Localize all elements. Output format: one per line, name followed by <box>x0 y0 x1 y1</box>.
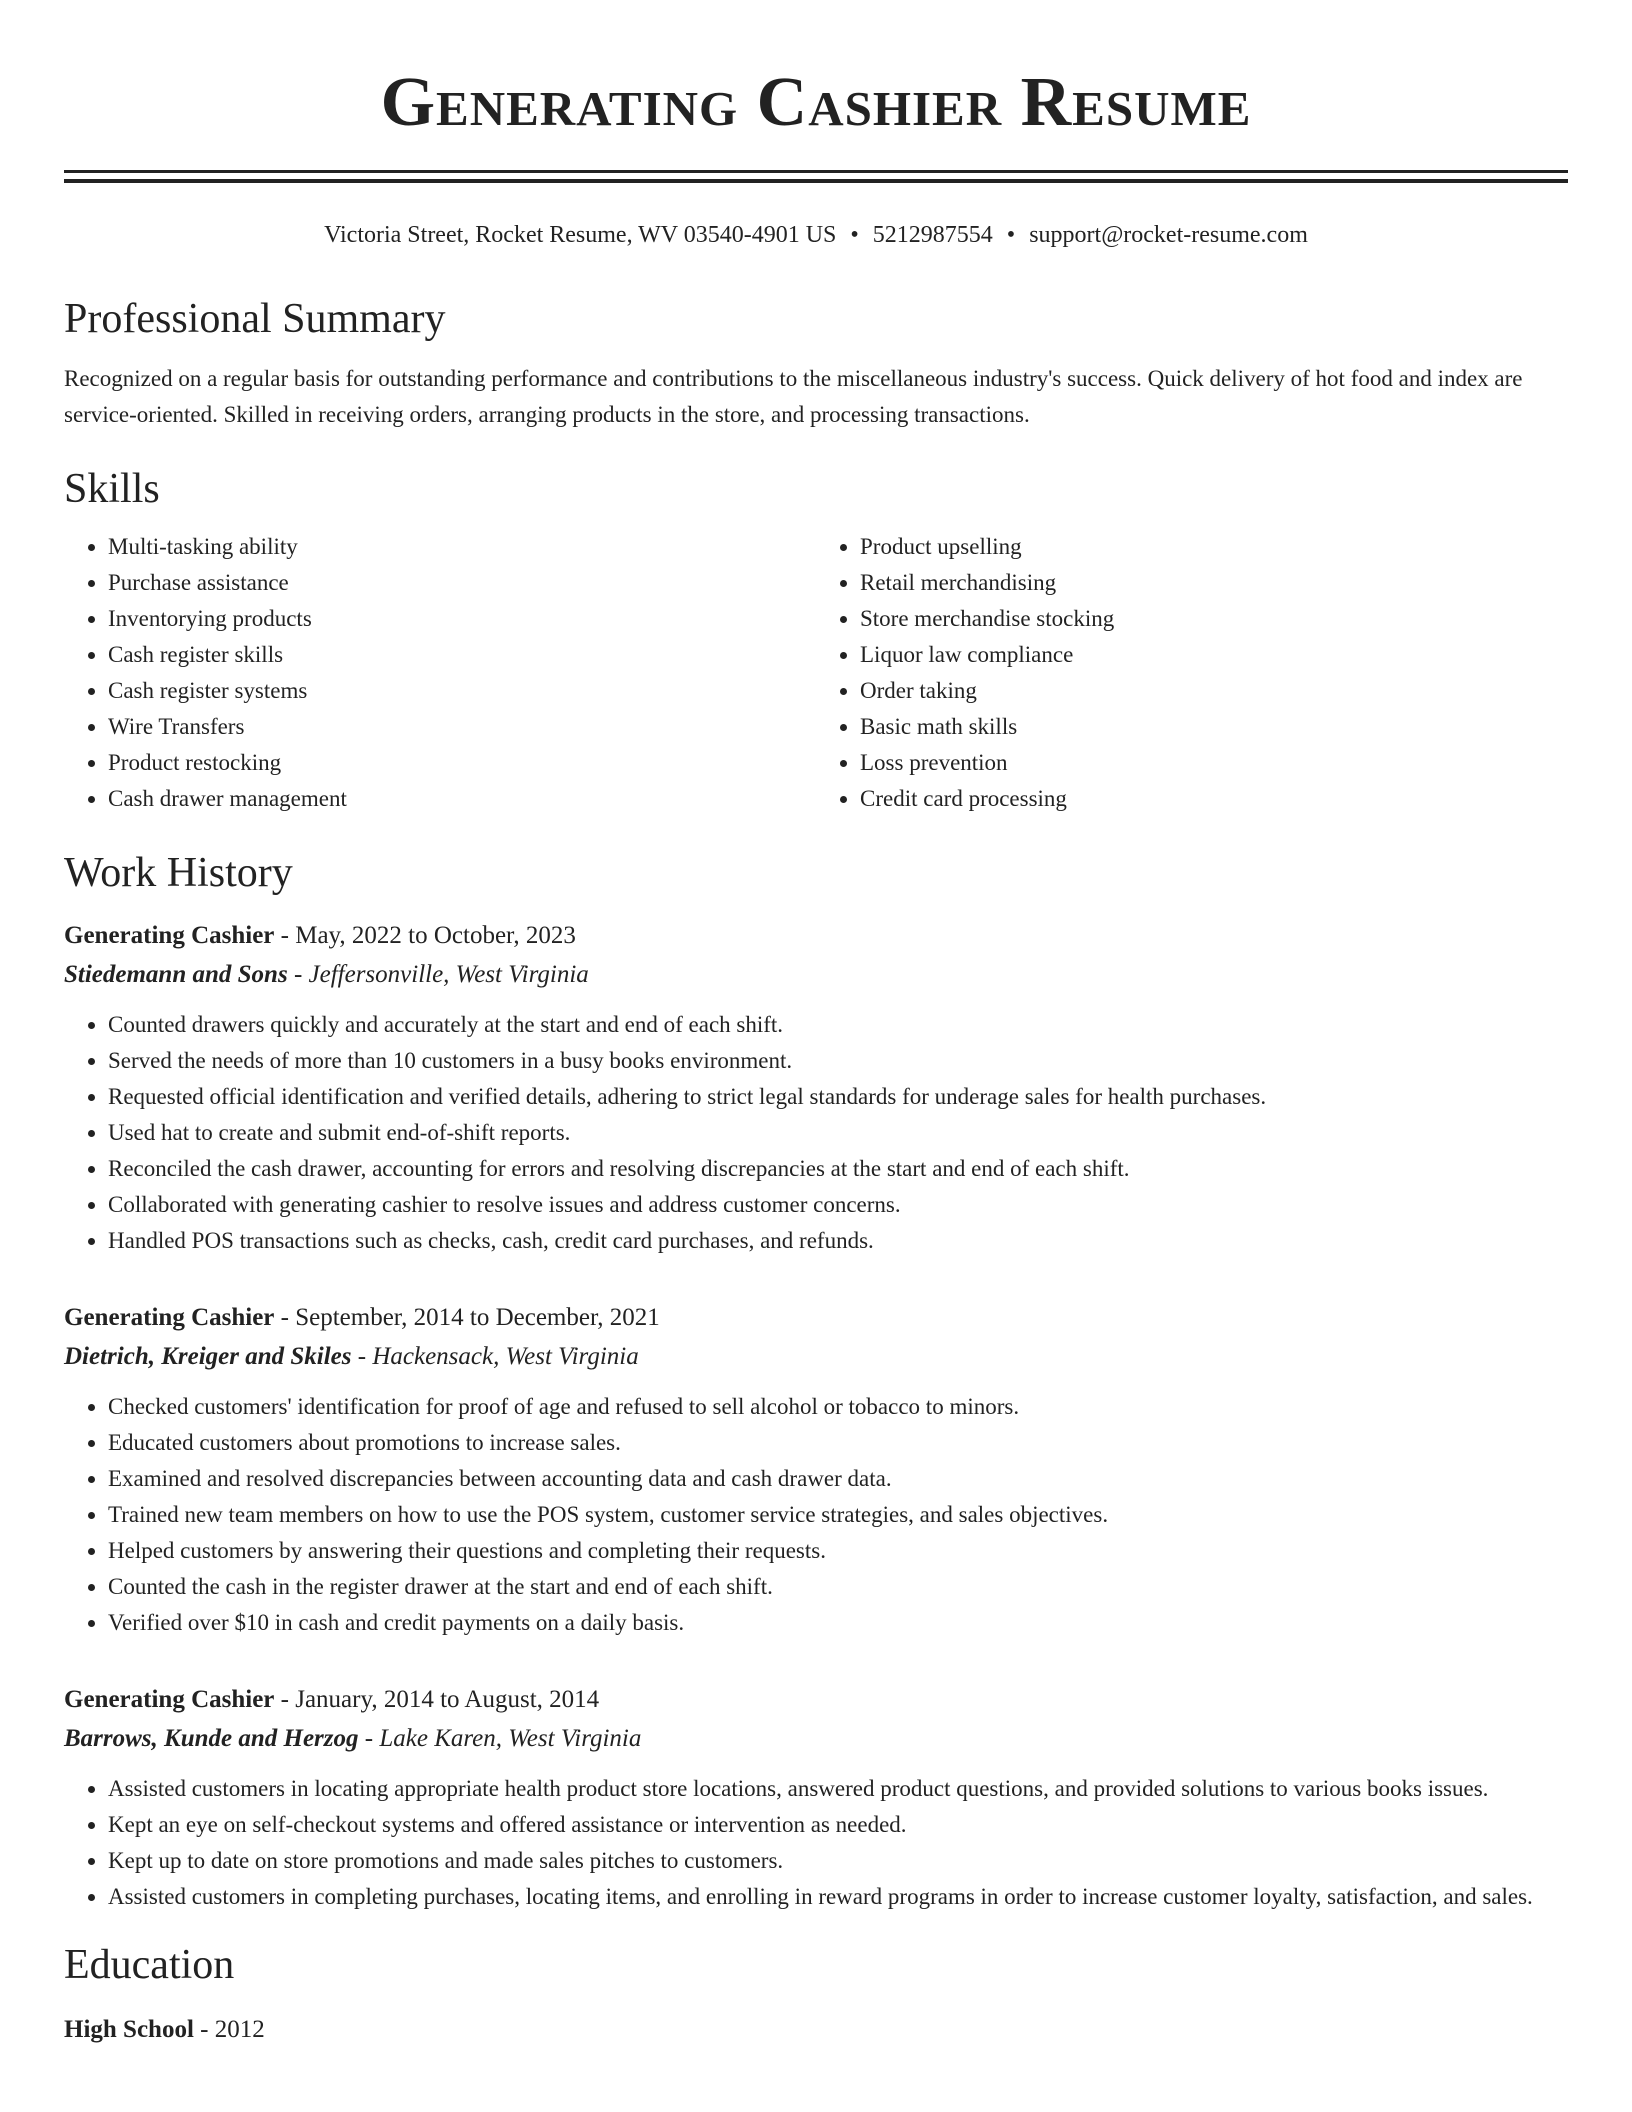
education-heading: Education <box>64 1942 235 1988</box>
education-degree: High School <box>64 2016 194 2043</box>
job-bullet: • Counted drawers quickly and accurately at the start and end of each shift. <box>108 1007 1568 1043</box>
job-bullets <box>64 1771 1568 1915</box>
job-bullets <box>64 1389 1568 1641</box>
job-bullet: • Served the needs of more than 10 customers in a busy books environment. <box>108 1043 1568 1079</box>
skill-item: • Retail merchandising <box>860 565 1568 601</box>
skill-item: • Credit card processing <box>860 781 1568 817</box>
job-dates: - January, 2014 to August, 2014 <box>274 1686 600 1713</box>
contact-line <box>64 219 1568 251</box>
job-entry <box>64 917 1568 1259</box>
job-bullet: • Checked customers' identification for proof of age and refused to sell alcohol or tobacco to minors. <box>108 1389 1568 1425</box>
job-employer <box>64 1337 1568 1377</box>
skill-item: • Cash drawer management <box>108 781 816 817</box>
job-bullet: • Collaborated with generating cashier to resolve issues and address customer concerns. <box>108 1187 1568 1223</box>
job-bullet: • Counted the cash in the register drawer at the start and end of each shift. <box>108 1569 1568 1605</box>
resume-title: Generating Cashier Resume <box>380 64 1252 141</box>
summary-heading: Professional Summary <box>64 296 446 342</box>
job-location: - Hackensack, West Virginia <box>351 1343 639 1370</box>
job-bullet: • Helped customers by answering their questions and completing their requests. <box>108 1533 1568 1569</box>
job-bullet: • Handled POS transactions such as checks, cash, credit card purchases, and refunds. <box>108 1223 1568 1259</box>
skill-item: • Liquor law compliance <box>860 637 1568 673</box>
job-bullets <box>64 1007 1568 1259</box>
skills-column-left <box>64 529 816 817</box>
job-bullet: • Used hat to create and submit end-of-shift reports. <box>108 1115 1568 1151</box>
job-bullet: • Assisted customers in completing purchases, locating items, and enrolling in reward programs in order to increase customer loyalty, satisfaction, and sales. <box>108 1879 1568 1915</box>
education-entry <box>64 2011 1568 2049</box>
job-bullet: • Kept up to date on store promotions and made sales pitches to customers. <box>108 1843 1568 1879</box>
job-location: - Lake Karen, West Virginia <box>358 1725 642 1752</box>
job-bullet: • Educated customers about promotions to increase sales. <box>108 1425 1568 1461</box>
job-title: Generating Cashier <box>64 922 275 949</box>
work-history-heading: Work History <box>64 850 293 896</box>
contact-address: Victoria Street, Rocket Resume, WV 03540-4901 US <box>324 222 837 248</box>
skills-column-right <box>816 529 1568 817</box>
skill-item: • Basic math skills <box>860 709 1568 745</box>
skill-item: • Multi-tasking ability <box>108 529 816 565</box>
job-header <box>64 1681 1568 1719</box>
job-entry <box>64 1681 1568 1915</box>
job-employer <box>64 955 1568 995</box>
job-header <box>64 1299 1568 1337</box>
contact-separator: • <box>850 222 859 248</box>
job-bullet: • Trained new team members on how to use the POS system, customer service strategies, and sales objectives. <box>108 1497 1568 1533</box>
title-divider-bottom <box>64 179 1568 183</box>
job-title: Generating Cashier <box>64 1304 275 1331</box>
skills-grid <box>64 529 1568 817</box>
skill-item: • Loss prevention <box>860 745 1568 781</box>
contact-phone: 5212987554 <box>872 222 993 248</box>
skill-item: • Inventorying products <box>108 601 816 637</box>
skill-item: • Order taking <box>860 673 1568 709</box>
skills-heading: Skills <box>64 466 160 512</box>
job-entry <box>64 1299 1568 1641</box>
job-bullet: • Reconciled the cash drawer, accounting for errors and resolving discrepancies at the start and end of each shift. <box>108 1151 1568 1187</box>
job-location: - Jeffersonville, West Virginia <box>287 961 589 988</box>
job-bullet: • Examined and resolved discrepancies between accounting data and cash drawer data. <box>108 1461 1568 1497</box>
job-company: Dietrich, Kreiger and Skiles <box>64 1343 352 1370</box>
job-bullet: • Requested official identification and verified details, adhering to strict legal standards for underage sales for health purchases. <box>108 1079 1568 1115</box>
job-bullet: • Verified over $10 in cash and credit payments on a daily basis. <box>108 1605 1568 1641</box>
job-company: Stiedemann and Sons <box>64 961 288 988</box>
education-year: - 2012 <box>193 2016 265 2043</box>
title-divider-top <box>64 170 1568 173</box>
job-company: Barrows, Kunde and Herzog <box>64 1725 359 1752</box>
job-dates: - September, 2014 to December, 2021 <box>274 1304 660 1331</box>
skill-item: • Cash register systems <box>108 673 816 709</box>
job-bullet: • Kept an eye on self-checkout systems and offered assistance or intervention as needed. <box>108 1807 1568 1843</box>
skill-item: • Product upselling <box>860 529 1568 565</box>
skill-item: • Cash register skills <box>108 637 816 673</box>
summary-text: Recognized on a regular basis for outstanding performance and contributions to the miscellaneous industry's success. Quick delivery of hot food and index are service-oriented. Skilled in receiving orders, arranging products in the store, and processing transactions. <box>64 366 1523 427</box>
job-header <box>64 917 1568 955</box>
contact-separator: • <box>1006 222 1016 248</box>
contact-email: support@rocket-resume.com <box>1029 222 1308 248</box>
job-title: Generating Cashier <box>64 1686 275 1713</box>
skill-item: • Product restocking <box>108 745 816 781</box>
skill-item: • Purchase assistance <box>108 565 816 601</box>
job-dates: - May, 2022 to October, 2023 <box>274 922 576 949</box>
skill-item: • Store merchandise stocking <box>860 601 1568 637</box>
skill-item: • Wire Transfers <box>108 709 816 745</box>
job-bullet: • Assisted customers in locating appropriate health product store locations, answered product questions, and provided solutions to various books issues. <box>108 1771 1568 1807</box>
job-employer <box>64 1719 1568 1759</box>
